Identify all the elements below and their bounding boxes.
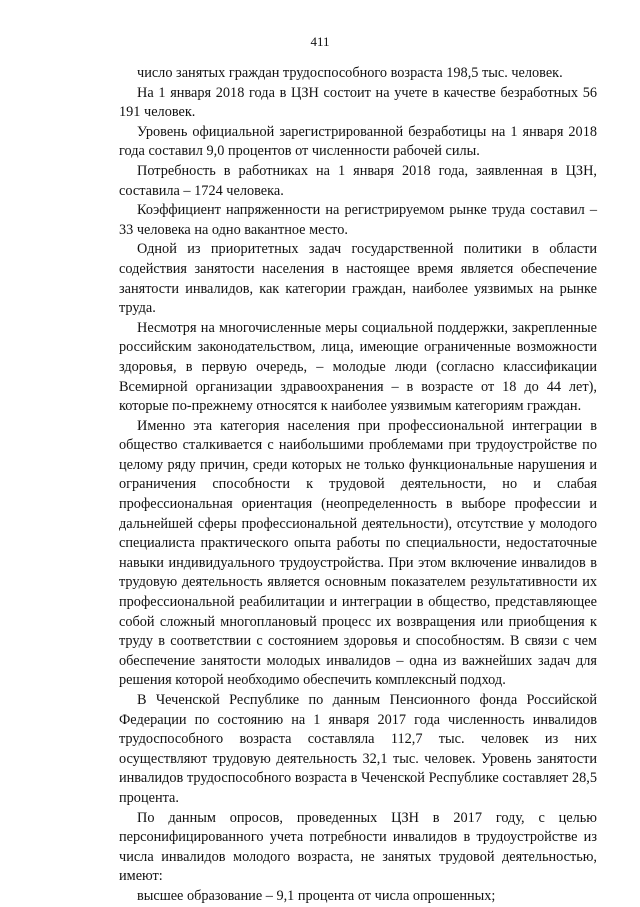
- paragraph: высшее образование – 9,1 процента от числа опрошенных;: [137, 887, 496, 904]
- paragraph: Несмотря на многочисленные меры социальной поддержки, закрепленные российским законодательством, лица, имеющие ограниченные возможности здоровья, в первую очередь, – молодые люди (согласно классификации Всемирной организации здравоохранения – в возрасте от 18 до 44 лет), которые по-прежнему относятся к наиболее уязвимым категориям граждан.: [119, 319, 597, 415]
- paragraph: По данным опросов, проведенных ЦЗН в 2017 году, с целью персонифицированного учета потребности инвалидов в трудоустройстве из числа инвалидов молодого возраста, не занятых трудовой деятельностью, имеют:: [119, 809, 597, 885]
- paragraph: Одной из приоритетных задач государственной политики в области содействия занятости населения в настоящее время является обеспечение занятости инвалидов, как категории граждан, наиболее уязвимых на рынке труда.: [119, 241, 597, 317]
- paragraph: На 1 января 2018 года в ЦЗН состоит на учете в качестве безработных 56 191 человек.: [119, 84, 597, 121]
- document-body: [119, 64, 597, 907]
- paragraph: Потребность в работниках на 1 января 2018 года, заявленная в ЦЗН, составила – 1724 человека.: [119, 162, 597, 199]
- paragraph: Уровень официальной зарегистрированной безработицы на 1 января 2018 года составил 9,0 процентов от численности рабочей силы.: [119, 123, 597, 160]
- paragraph: Коэффициент напряженности на регистрируемом рынке труда составил – 33 человека на одно вакантное место.: [119, 202, 597, 238]
- paragraph: Именно эта категория населения при профессиональной интеграции в общество сталкивается с наибольшими проблемами при трудоустройстве по целому ряду причин, среди которых не только функциональные нарушения и ограничения способности к трудовой деятельности, но и слабая профессиональная ориентация (неопределенность в выборе профессии и дальнейшей сферы профессиональной деятельности), отсутствие у молодого специалиста практического опыта работы по специальности, недостаточные навыки индивидуального трудоустройства. При этом включение инвалидов в трудовую деятельность является основным показателем результативности их профессиональной реабилитации и интеграции в общество, представляющее собой сложный многоплановый процесс их возвращения или приобщения к труду в соответствии с состоянием здоровья и способностям. В связи с чем обеспечение занятости молодых инвалидов – одна из важнейших задач для решения которой необходимо обеспечить комплексный подход.: [119, 417, 597, 689]
- paragraph: число занятых граждан трудоспособного возраста 198,5 тыс. человек.: [137, 65, 563, 81]
- paragraph: В Чеченской Республике по данным Пенсионного фонда Российской Федерации по состоянию на 1 января 2017 года численность инвалидов трудоспособного возраста составляла 112,7 тыс. человек из них осуществляют трудовую деятельность 32,1 тыс. человек. Уровень занятости инвалидов трудоспособного возраста в Чеченской Республике составляет 28,5 процента.: [119, 692, 597, 806]
- page-number: 411: [310, 34, 330, 49]
